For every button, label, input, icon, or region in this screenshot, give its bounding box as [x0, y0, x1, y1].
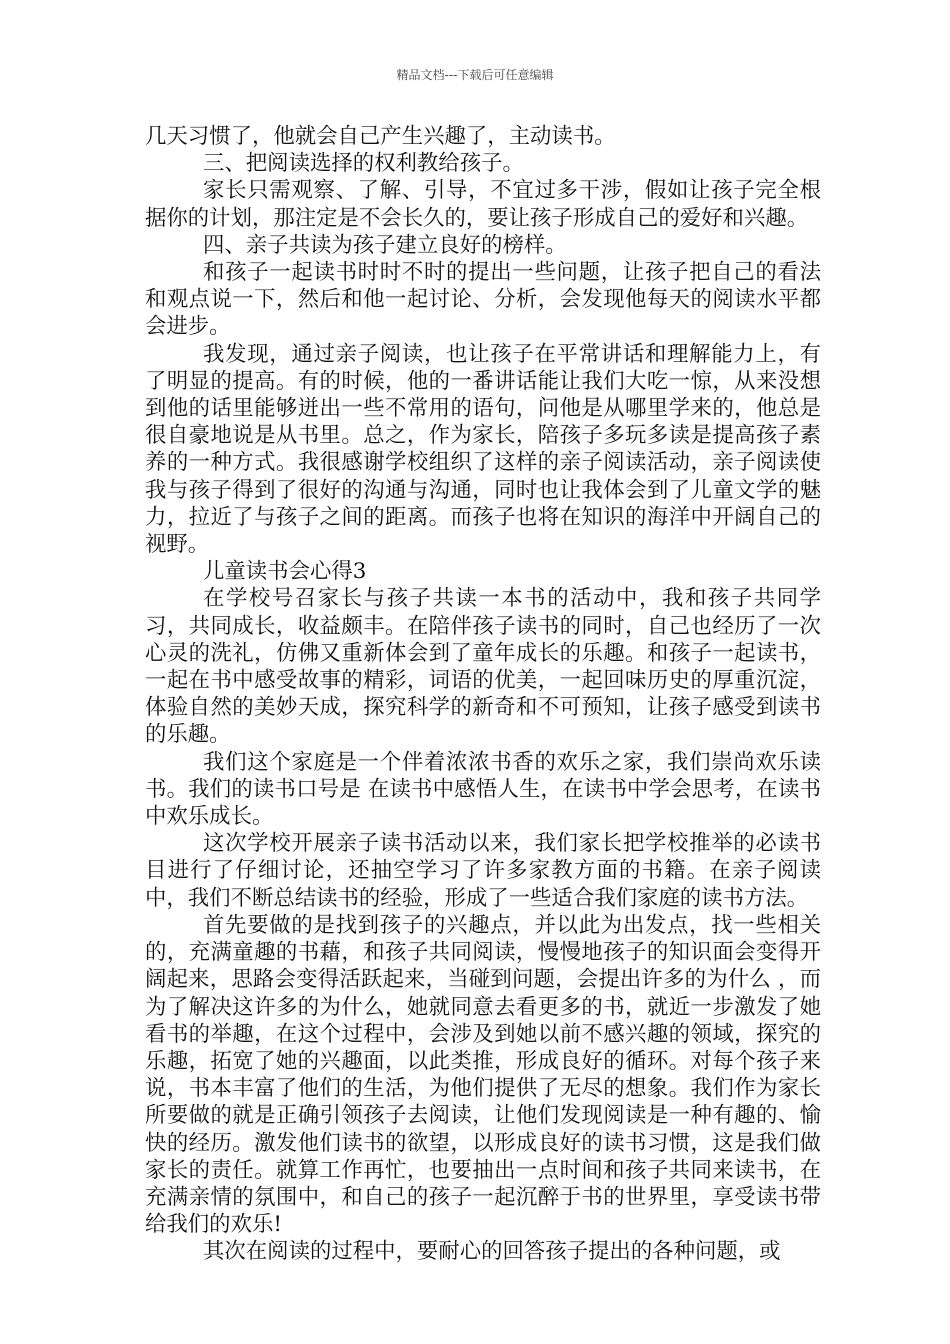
paragraph-0: 几天习惯了，他就会自己产生兴趣了，主动读书。: [145, 124, 616, 149]
paragraph-4: 和孩子一起读书时时不时的提出一些问题，让孩子把自己的看法和观点说一下，然后和他一起讨论、分析，会发现他每天的阅读水平都会进步。: [145, 260, 821, 340]
paragraph-5: 我发现，通过亲子阅读，也让孩子在平常讲话和理解能力上，有了明显的提高。有的时候，他的一番讲话能让我们大吃一惊，从来没想到他的话里能够迸出一些不常用的语句，问他是从哪里学来的，他总是很自豪地说是从书里。总之，作为家长，陪孩子多玩多读是提高孩子素养的一种方式。我很感谢学校组织了这样的亲子阅读活动，亲子阅读使我与孩子得到了很好的沟通与沟通，同时也让我体会到了儿童文学的魅力，拉近了与孩子之间的距离。而孩子也将在知识的海洋中开阔自己的视野。: [145, 341, 821, 558]
paragraph-8: 我们这个家庭是一个伴着浓浓书香的欢乐之家，我们崇尚欢乐读书。我们的读书口号是 在读书中感悟人生，在读书中学会思考，在读书中欢乐成长。: [145, 749, 821, 830]
paragraph-9: 这次学校开展亲子读书活动以来，我们家长把学校推举的必读书目进行了仔细讨论，还抽空学习了许多家教方面的书籍。在亲子阅读中，我们不断总结读书的经验，形成了一些适合我们家庭的读书方法。: [145, 831, 821, 911]
paragraph-2: 家长只需观察、了解、引导，不宜过多干涉，假如让孩子完全根据你的计划，那注定是不会长久的，要让孩子形成自己的爱好和兴趣。: [145, 178, 821, 231]
paragraph-7: 在学校号召家长与孩子共读一本书的活动中，我和孩子共同学习，共同成长，收益颇丰。在陪伴孩子读书的同时，自己也经历了一次心灵的洗礼，仿佛又重新体会到了童年成长的乐趣。和孩子一起读书，一起在书中感受故事的精彩，词语的优美，一起回味历史的厚重沉淀，体验自然的美妙天成，探究科学的新奇和不可预知，让孩子感受到读书的乐趣。: [145, 586, 821, 748]
paragraph-3: 四、亲子共读为孩子建立良好的榜样。: [203, 232, 567, 258]
page-header: 精品文档---下载后可任意编辑: [396, 68, 554, 82]
paragraph-1: 三、把阅读选择的权利教给孩子。: [203, 151, 524, 177]
document-body: [145, 123, 821, 1266]
section-heading: 儿童读书会心得3: [203, 559, 367, 585]
paragraph-11: 其次在阅读的过程中，要耐心的回答孩子提出的各种问题，或: [203, 1239, 781, 1265]
paragraph-10: 首先要做的是找到孩子的兴趣点，并以此为出发点，找一些相关的，充满童趣的书藉，和孩子共同阅读，慢慢地孩子的知识面会变得开阔起来，思路会变得活跃起来，当碰到问题，会提出许多的为什么 ，而为了解决这许多的为什么，她就同意去看更多的书，就近一步激发了她看书的举趣，在这个过程中，会涉及到她以前不感兴趣的领域，探究的乐趣，拓宽了她的兴趣面，以此类推，形成良好的循环。对每个孩子来说，书本丰富了他们的生活，为他们提供了无尽的想象。我们作为家长所要做的就是正确引领孩子去阅读，让他们发现阅读是一种有趣的、愉快的经历。激发他们读书的欲望，以形成良好的读书习惯，这是我们做家长的责任。就算工作再忙，也要抽出一点时间和孩子共同来读书，在充满亲情的氛围中，和自己的孩子一起沉醉于书的世界里，享受读书带给我们的欢乐!: [145, 912, 821, 1238]
